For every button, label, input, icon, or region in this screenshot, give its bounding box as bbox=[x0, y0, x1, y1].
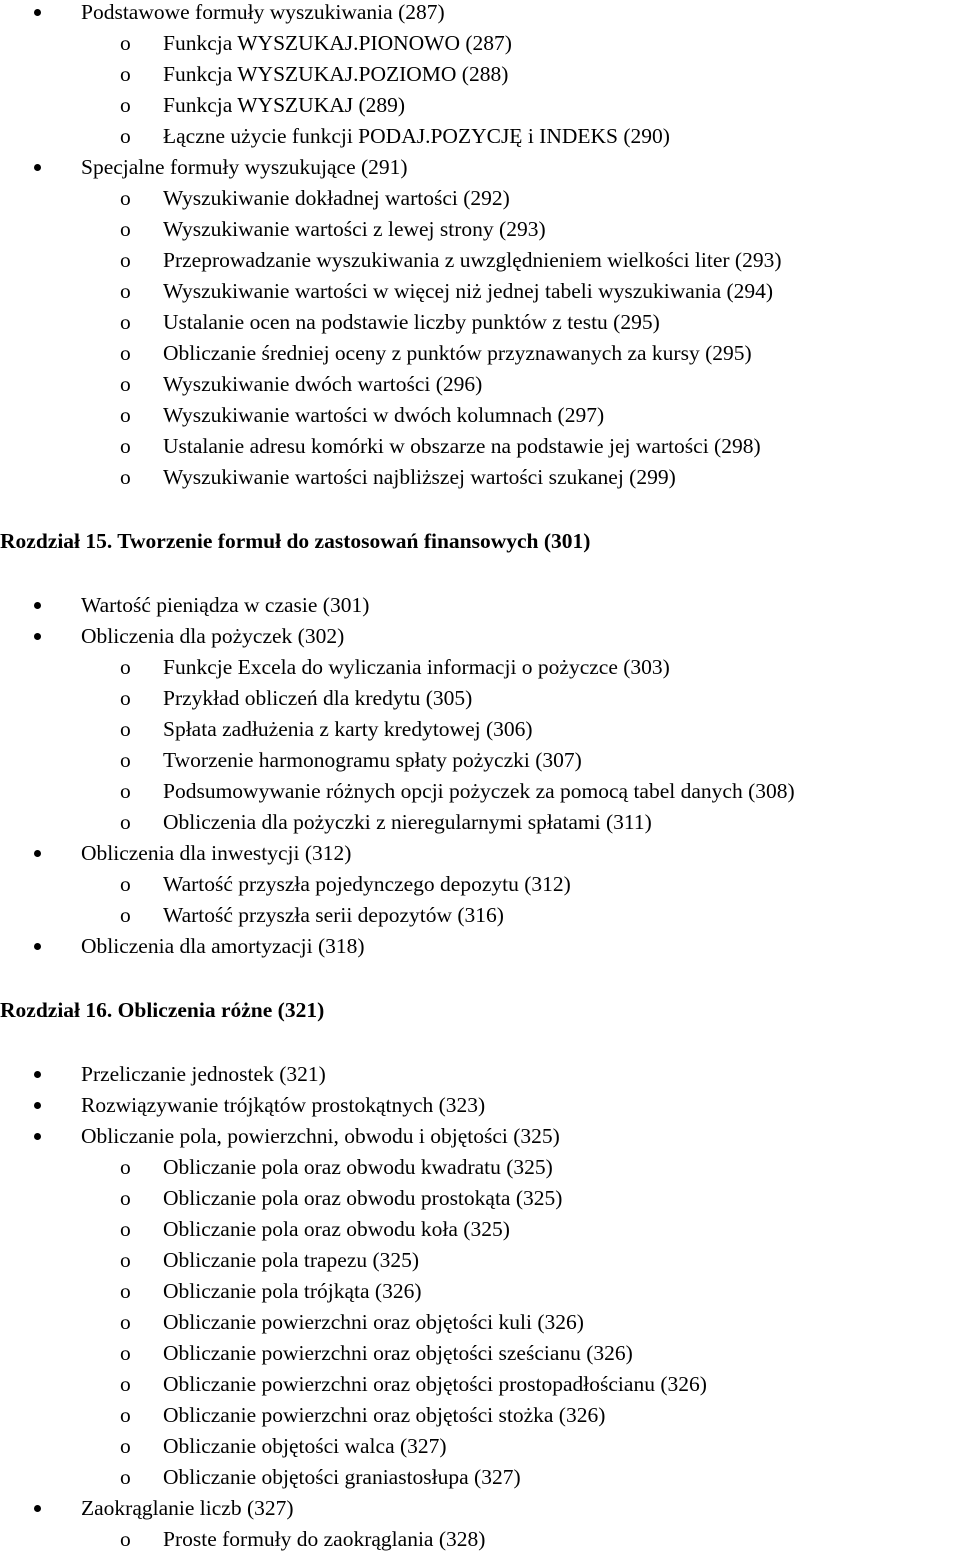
toc-subitem-text: Wyszukiwanie wartości z lewej strony (293) bbox=[163, 217, 546, 241]
toc-subitem-text: Ustalanie adresu komórki w obszarze na podstawie jej wartości (298) bbox=[163, 434, 761, 458]
toc-subitem-text: Obliczanie pola oraz obwodu kwadratu (325) bbox=[163, 1155, 553, 1179]
sub-bullet-icon: o bbox=[120, 655, 131, 679]
sub-bullet-icon: o bbox=[120, 372, 131, 396]
sub-bullet-icon: o bbox=[120, 779, 131, 803]
sub-bullet-icon: o bbox=[120, 341, 131, 365]
sub-bullet-icon: o bbox=[120, 1279, 131, 1303]
toc-subitem-text: Łączne użycie funkcji PODAJ.POZYCJĘ i INDEKS (290) bbox=[163, 124, 670, 148]
toc-subitem-text: Funkcje Excela do wyliczania informacji o pożyczce (303) bbox=[163, 655, 670, 679]
chapter-number: Rozdział 16. bbox=[0, 998, 113, 1022]
toc-subitem-text: Obliczanie powierzchni oraz objętości stożka (326) bbox=[163, 1403, 606, 1427]
sub-bullet-icon: o bbox=[120, 1403, 131, 1427]
chapter-title: Tworzenie formuł do zastosowań finansowych (301) bbox=[117, 529, 591, 553]
toc-subitem-text: Obliczanie średniej oceny z punktów przyznawanych za kursy (295) bbox=[163, 341, 752, 365]
sub-bullet-icon: o bbox=[120, 1465, 131, 1489]
toc-subitem-text: Wyszukiwanie wartości w więcej niż jednej tabeli wyszukiwania (294) bbox=[163, 279, 774, 303]
sub-bullet-icon: o bbox=[120, 186, 131, 210]
sub-bullet-icon: o bbox=[120, 403, 131, 427]
sub-bullet-icon: o bbox=[120, 465, 131, 489]
toc-subitem-text: Wyszukiwanie wartości w dwóch kolumnach (297) bbox=[163, 403, 605, 427]
sub-bullet-icon: o bbox=[120, 124, 131, 148]
chapter-heading bbox=[0, 526, 590, 557]
sub-bullet-icon: o bbox=[120, 872, 131, 896]
toc-subitem-text: Obliczanie powierzchni oraz objętości prostopadłościanu (326) bbox=[163, 1372, 707, 1396]
toc-item-text: Specjalne formuły wyszukujące (291) bbox=[81, 155, 408, 179]
toc-subitem-text: Wartość przyszła serii depozytów (316) bbox=[163, 903, 504, 927]
toc-item-text: Przeliczanie jednostek (321) bbox=[81, 1062, 326, 1086]
sub-bullet-icon: o bbox=[120, 717, 131, 741]
sub-bullet-icon: o bbox=[120, 1310, 131, 1334]
sub-bullet-icon: o bbox=[120, 1527, 131, 1551]
toc-subitem-text: Obliczanie pola trapezu (325) bbox=[163, 1248, 420, 1272]
toc-subitem-text: Obliczanie pola oraz obwodu koła (325) bbox=[163, 1217, 510, 1241]
sub-bullet-icon: o bbox=[120, 1155, 131, 1179]
bullet-icon bbox=[34, 164, 41, 171]
sub-bullet-icon: o bbox=[120, 1248, 131, 1272]
toc-item-text: Wartość pieniądza w czasie (301) bbox=[81, 593, 370, 617]
toc-subitem-text: Obliczanie powierzchni oraz objętości kuli (326) bbox=[163, 1310, 584, 1334]
sub-bullet-icon: o bbox=[120, 748, 131, 772]
sub-bullet-icon: o bbox=[120, 279, 131, 303]
toc-subitem-text: Przeprowadzanie wyszukiwania z uwzględnieniem wielkości liter (293) bbox=[163, 248, 782, 272]
toc-subitem-text: Obliczanie objętości graniastosłupa (327) bbox=[163, 1465, 521, 1489]
toc-item-text: Zaokrąglanie liczb (327) bbox=[81, 1496, 294, 1520]
toc-subitem-text: Wyszukiwanie wartości najbliższej wartości szukanej (299) bbox=[163, 465, 676, 489]
toc-subitem-text: Ustalanie ocen na podstawie liczby punktów z testu (295) bbox=[163, 310, 660, 334]
sub-bullet-icon: o bbox=[120, 903, 131, 927]
sub-bullet-icon: o bbox=[120, 1434, 131, 1458]
toc-subitem-text: Obliczenia dla pożyczki z nieregularnymi spłatami (311) bbox=[163, 810, 652, 834]
bullet-icon bbox=[34, 1102, 41, 1109]
toc-subitem-text: Proste formuły do zaokrąglania (328) bbox=[163, 1527, 486, 1551]
toc-subitem-text: Obliczanie pola trójkąta (326) bbox=[163, 1279, 422, 1303]
bullet-icon bbox=[34, 633, 41, 640]
toc-subitem-text: Przykład obliczeń dla kredytu (305) bbox=[163, 686, 473, 710]
toc-item-text: Obliczenia dla pożyczek (302) bbox=[81, 624, 345, 648]
toc-subitem-text: Tworzenie harmonogramu spłaty pożyczki (307) bbox=[163, 748, 582, 772]
chapter-title: Obliczenia różne (321) bbox=[117, 998, 325, 1022]
sub-bullet-icon: o bbox=[120, 1372, 131, 1396]
toc-item-text: Obliczenia dla inwestycji (312) bbox=[81, 841, 352, 865]
sub-bullet-icon: o bbox=[120, 686, 131, 710]
toc-item-text: Rozwiązywanie trójkątów prostokątnych (323) bbox=[81, 1093, 486, 1117]
sub-bullet-icon: o bbox=[120, 31, 131, 55]
toc-subitem-text: Podsumowywanie różnych opcji pożyczek za pomocą tabel danych (308) bbox=[163, 779, 795, 803]
toc-subitem-text: Funkcja WYSZUKAJ.POZIOMO (288) bbox=[163, 62, 509, 86]
sub-bullet-icon: o bbox=[120, 93, 131, 117]
toc-subitem-text: Funkcja WYSZUKAJ.PIONOWO (287) bbox=[163, 31, 512, 55]
toc-subitem-text: Obliczanie objętości walca (327) bbox=[163, 1434, 447, 1458]
toc-item-text: Podstawowe formuły wyszukiwania (287) bbox=[81, 0, 445, 24]
bullet-icon bbox=[34, 1505, 41, 1512]
sub-bullet-icon: o bbox=[120, 217, 131, 241]
bullet-icon bbox=[34, 9, 41, 16]
toc-item-text: Obliczanie pola, powierzchni, obwodu i objętości (325) bbox=[81, 1124, 560, 1148]
bullet-icon bbox=[34, 850, 41, 857]
toc-subitem-text: Wyszukiwanie dokładnej wartości (292) bbox=[163, 186, 510, 210]
bullet-icon bbox=[34, 943, 41, 950]
toc-subitem-text: Funkcja WYSZUKAJ (289) bbox=[163, 93, 406, 117]
sub-bullet-icon: o bbox=[120, 1217, 131, 1241]
toc-subitem-text: Wyszukiwanie dwóch wartości (296) bbox=[163, 372, 483, 396]
chapter-number: Rozdział 15. bbox=[0, 529, 113, 553]
toc-subitem-text: Wartość przyszła pojedynczego depozytu (312) bbox=[163, 872, 571, 896]
bullet-icon bbox=[34, 602, 41, 609]
bullet-icon bbox=[34, 1071, 41, 1078]
toc-subitem-text: Obliczanie pola oraz obwodu prostokąta (325) bbox=[163, 1186, 563, 1210]
bullet-icon bbox=[34, 1133, 41, 1140]
sub-bullet-icon: o bbox=[120, 1341, 131, 1365]
sub-bullet-icon: o bbox=[120, 434, 131, 458]
toc-subitem-text: Spłata zadłużenia z karty kredytowej (306) bbox=[163, 717, 533, 741]
sub-bullet-icon: o bbox=[120, 310, 131, 334]
chapter-heading bbox=[0, 995, 324, 1026]
sub-bullet-icon: o bbox=[120, 810, 131, 834]
toc-subitem-text: Obliczanie powierzchni oraz objętości sześcianu (326) bbox=[163, 1341, 633, 1365]
sub-bullet-icon: o bbox=[120, 1186, 131, 1210]
sub-bullet-icon: o bbox=[120, 248, 131, 272]
toc-item-text: Obliczenia dla amortyzacji (318) bbox=[81, 934, 365, 958]
sub-bullet-icon: o bbox=[120, 62, 131, 86]
